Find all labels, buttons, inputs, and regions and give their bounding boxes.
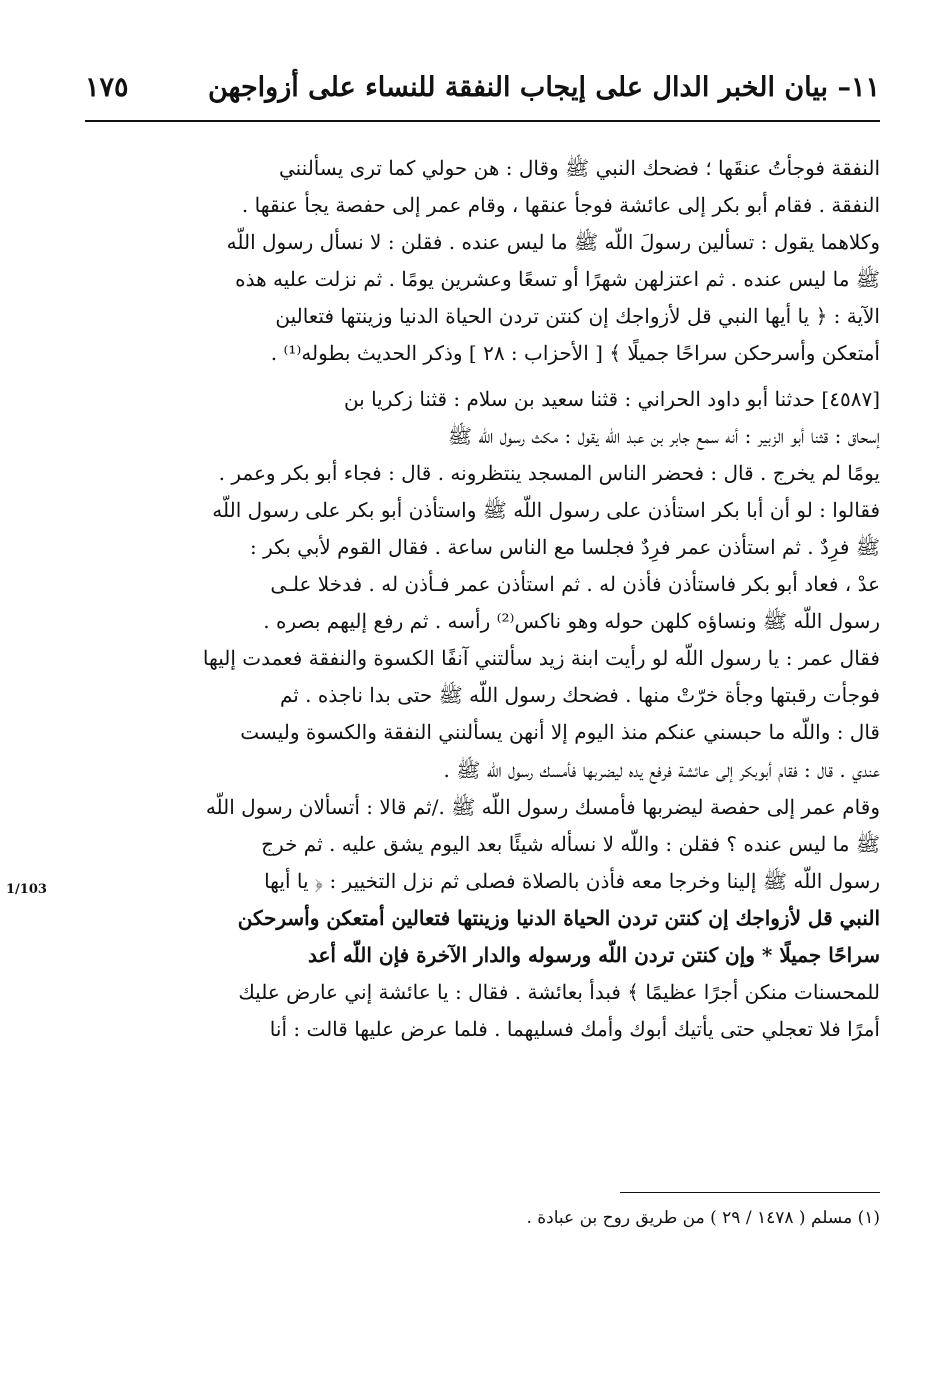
text-line: رسول اللّه ﷺ ونساؤه كلهن حوله وهو ناكس⁽²⁾ رأسه . ثم رفع إليهم بصره . — [263, 609, 880, 634]
text-line: قال : واللّه ما حبسني عنكم منذ اليوم إلا أنهن يسألنني النفقة والكسوة وليست — [240, 720, 880, 745]
header-rule — [85, 120, 880, 122]
text-line: وكلاهما يقول : تسألين رسولَ اللّه ﷺ ما ليس عنده . فقلن : لا نسأل رسول اللّه — [226, 230, 880, 255]
running-title: ١١– بيان الخبر الدال على إيجاب النفقة للنساء على أزواجهن — [207, 72, 880, 103]
margin-reference: 1/103 — [6, 882, 47, 897]
text-line: فقال عمر : يا رسول اللّه لو رأيت ابنة زيد سألتني آنفًا الكسوة والنفقة فعمدت إليها — [202, 646, 880, 671]
text-line: عندي . قال : فقام أبوبكر إلى عائشة فرفع يده ليضربها فأمسك رسول اللّه ﷺ . — [443, 757, 880, 782]
text-line: للمحسنات منكن أجرًا عظيمًا ﴾ فبدأ بعائشة . فقال : يا عائشة إني عارض عليك — [238, 980, 880, 1005]
text-line: أمرًا فلا تعجلي حتى يأتيك أبوك وأمك فسليهما . فلما عرض عليها قالت : أنا — [269, 1017, 880, 1042]
text-line: إسحاق : قثنا أبو الزبير : أنه سمع جابر بن عبد اللّه يقول : مكث رسول اللّه ﷺ — [447, 423, 880, 448]
text-line: يومًا لم يخرج . قال : فحضر الناس المسجد ينتظرونه . قال : فجاء أبو بكر وعمر . — [218, 460, 880, 485]
footnote-rule — [620, 1192, 880, 1193]
text-line: سراحًا جميلًا * وإن كنتن تردن اللّه ورسوله والدار الآخرة فإن اللّه أعد — [307, 942, 880, 967]
text-line: [٤٥٨٧] حدثنا أبو داود الحراني : قثنا سعيد بن سلام : قثنا زكريا بن — [343, 386, 880, 411]
text-line: النفقة . فقام أبو بكر إلى عائشة فوجأ عنقها ، وقام عمر إلى حفصة يجأ عنقها . — [241, 193, 880, 218]
text-line: فقالوا : لو أن أبا بكر استأذن على رسول اللّه ﷺ واستأذن أبو بكر على رسول اللّه — [212, 497, 880, 522]
text-line: فوجأت رقبتها وجأة خرّتْ منها . فضحك رسول اللّه ﷺ حتى بدا ناجذه . ثم — [279, 683, 880, 708]
text-line: عدْ ، فعاد أبو بكر فاستأذن فأذن له . ثم استأذن عمر فـأذن له . فدخلا علـى — [270, 572, 880, 597]
page-header — [85, 62, 880, 114]
footnote: (١) مسلم ( ١٤٧٨ / ٢٩ ) من طريق روح بن عبادة . — [526, 1208, 880, 1228]
text-line: النبي قل لأزواجك إن كنتن تردن الحياة الدنيا وزينتها فتعالين أمتعكن وأسرحكن — [237, 905, 880, 930]
text-line: رسول اللّه ﷺ إلينا وخرجا معه فأذن بالصلاة فصلى ثم نزل التخيير : ﴿ يا أيها — [264, 868, 880, 893]
text-line: ﷺ فرِدٌ . ثم استأذن عمر فرِدٌ فجلسا مع الناس ساعة . فقال القوم لأبي بكر : — [250, 534, 880, 559]
text-line: الآية : ﴿ يا أيها النبي قل لأزواجك إن كنتن تردن الحياة الدنيا وزينتها فتعالين — [275, 304, 880, 329]
text-line: ﷺ ما ليس عنده . ثم اعتزلهن شهرًا أو تسعًا وعشرين يومًا . ثم نزلت عليه هذه — [235, 267, 880, 292]
body-text — [85, 150, 880, 1048]
text-line: أمتعكن وأسرحكن سراحًا جميلًا ﴾ [ الأحزاب : ٢٨ ] وذكر الحديث بطوله⁽¹⁾ . — [270, 341, 880, 366]
page-number: ١٧٥ — [85, 72, 129, 103]
text-line: النفقة فوجأتُ عنقَها ؛ فضحك النبي ﷺ وقال : هن حولي كما ترى يسألنني — [278, 156, 880, 180]
text-line: وقام عمر إلى حفصة ليضربها فأمسك رسول اللّه ﷺ ./ثم قالا : أتسألان رسول اللّه — [205, 794, 880, 819]
text-line: ﷺ ما ليس عنده ؟ فقلن : واللّه لا نسأله شيئًا بعد اليوم يشق عليه . ثم خرج — [261, 831, 880, 856]
